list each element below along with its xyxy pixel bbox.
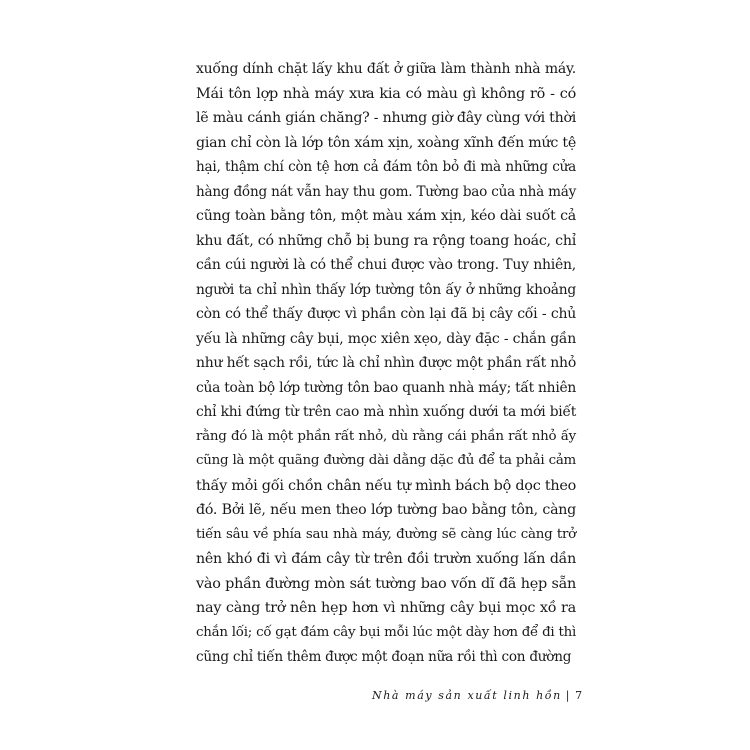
text-line: của toàn bộ lớp tường tôn bao quanh nhà máy; tất nhiên [196, 379, 577, 396]
text-line: xuống dính chặt lấy khu đất ở giữa làm thành nhà máy. [196, 61, 576, 77]
text-line: Mái tôn lợp nhà máy xưa kia có màu gì không rõ - có [196, 85, 576, 102]
text-line: gian chỉ còn là lớp tôn xám xịn, xoàng xĩnh đến mức tệ [196, 134, 576, 151]
text-line: yếu là những cây bụi, mọc xiên xẹo, dày đặc - chắn gần [196, 330, 576, 347]
text-line: chỉ khi đứng từ trên cao mà nhìn xuống dưới ta mới biết [196, 404, 576, 420]
running-footer [372, 689, 583, 702]
text-line: cũng toàn bằng tôn, một màu xám xịn, kéo dài suốt cả [196, 208, 576, 224]
text-line: thấy mỏi gối chồn chân nếu tự mình bách bộ dọc theo [196, 477, 577, 494]
text-line: tiến sâu về phía sau nhà máy, đường sẽ càng lúc càng trở [196, 526, 576, 542]
text-line: lẽ màu cánh gián chăng? - nhưng giờ đây cùng với thời [196, 110, 577, 126]
text-line: vào phần đường mòn sát tường bao vốn dĩ đã hẹp sẵn [196, 575, 576, 592]
text-line: hàng đồng nát vẫn hay thu gom. Tường bao của nhà máy [196, 183, 576, 200]
text-line: như hết sạch rồi, tức là chỉ nhìn được một phần rất nhỏ [196, 355, 576, 371]
text-line: hại, thậm chí còn tệ hơn cả đám tôn bỏ đi mà những cửa [196, 159, 576, 175]
text-line: khu đất, có những chỗ bị bung ra rộng toang hoác, chỉ [196, 232, 576, 249]
book-title: Nhà máy sản xuất linh hồn [372, 689, 562, 702]
text-line: cũng chỉ tiến thêm được một đoạn nữa rồi thì con đường [196, 649, 572, 665]
text-line: nay càng trở nên hẹp hơn vì những cây bụi mọc xồ ra [196, 600, 576, 616]
text-line: rằng đó là một phần rất nhỏ, dù rằng cái phần rất nhỏ ấy [196, 428, 576, 444]
text-line: cũng là một quãng đường dài dằng dặc đủ để ta phải cảm [196, 453, 576, 468]
text-line: nên khó đi vì đám cây từ trên đồi trườn xuống lấn dần [196, 551, 576, 567]
text-line: chắn lối; cố gạt đám cây bụi mỗi lúc một dày hơn để đi thì [196, 624, 576, 640]
text-line: đó. Bởi lẽ, nếu men theo lớp tường bao bằng tôn, càng [196, 502, 576, 518]
footer-separator: | [565, 689, 572, 702]
text-line: người ta chỉ nhìn thấy lớp tường tôn ấy ở những khoảng [196, 281, 576, 298]
page-number: 7 [575, 689, 583, 702]
text-line: còn có thể thấy được vì phần còn lại đã bị cây cối - chủ [196, 306, 576, 322]
body-text [196, 57, 576, 670]
text-line: cần cúi người là có thể chui được vào trong. Tuy nhiên, [196, 257, 576, 273]
